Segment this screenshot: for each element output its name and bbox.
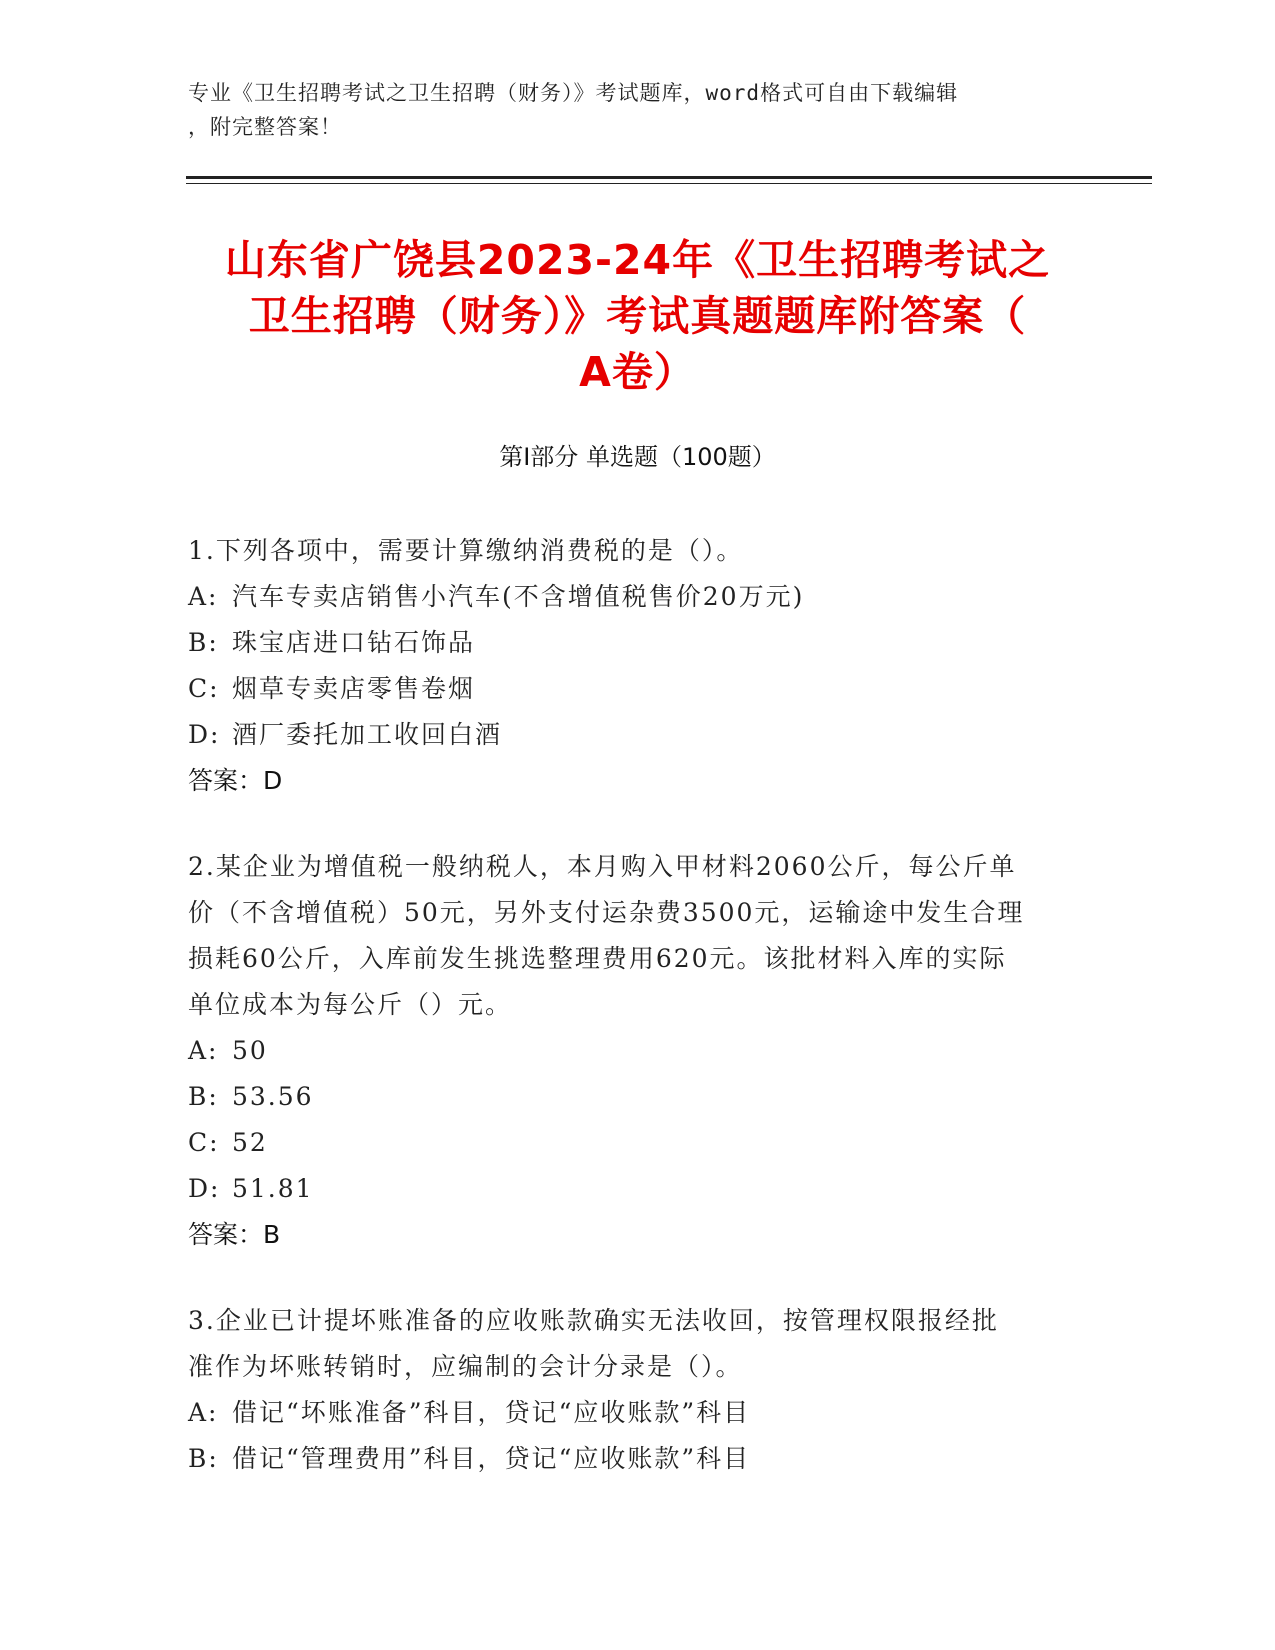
question-1 (188, 528, 1088, 804)
question-3-text-line-2: 准作为坏账转销时，应编制的会计分录是（）。 (188, 1352, 743, 1381)
option-text: 酒厂委托加工收回白酒 (232, 720, 503, 749)
question-3 (188, 1298, 1088, 1482)
question-3-text-line-1: 3.企业已计提坏账准备的应收账款确实无法收回，按管理权限报经批 (188, 1306, 999, 1335)
question-1-option-a (188, 574, 1088, 620)
document-title-line-1: 山东省广饶县2023-24年《卫生招聘考试之 (224, 236, 1051, 284)
option-letter: C: (188, 1128, 220, 1157)
question-2-option-c (188, 1120, 1088, 1166)
option-letter: B: (188, 1082, 219, 1111)
option-text: 汽车专卖店销售小汽车(不含增值税售价20万元) (232, 582, 805, 611)
option-text: 52 (232, 1128, 268, 1157)
question-1-text: 1.下列各项中，需要计算缴纳消费税的是（）。 (188, 536, 744, 565)
option-text: 50 (232, 1036, 268, 1065)
option-letter: A: (188, 1398, 219, 1427)
option-letter: C: (188, 674, 220, 703)
option-letter: D: (188, 1174, 221, 1203)
option-text: 珠宝店进口钻石饰品 (232, 628, 476, 657)
question-2-text-line-1: 2.某企业为增值税一般纳税人，本月购入甲材料2060公斤，每公斤单 (188, 852, 1017, 881)
question-2-option-a (188, 1028, 1088, 1074)
document-title-line-3: A卷） (579, 348, 696, 396)
question-list (188, 528, 1088, 1522)
document-title (160, 232, 1115, 400)
question-2-option-d (188, 1166, 1088, 1212)
header-note-line-1: 专业《卫生招聘考试之卫生招聘（财务）》考试题库，word格式可自由下载编辑 (188, 81, 959, 105)
question-2-text-line-4: 单位成本为每公斤（）元。 (188, 990, 513, 1019)
option-text: 51.81 (232, 1174, 314, 1203)
header-divider-thick (186, 176, 1152, 179)
question-1-answer: 答案：D (188, 766, 283, 795)
section-title: 第Ⅰ部分 单选题（100题） (499, 443, 776, 471)
option-letter: B: (188, 1444, 219, 1473)
question-2-answer: 答案：B (188, 1220, 281, 1249)
question-2-text-line-3: 损耗60公斤，入库前发生挑选整理费用620元。该批材料入库的实际 (188, 944, 1007, 973)
question-3-option-b (188, 1436, 1088, 1482)
question-1-option-b (188, 620, 1088, 666)
question-2-text-line-2: 价（不含增值税）50元，另外支付运杂费3500元，运输途中发生合理 (188, 898, 1025, 927)
option-letter: A: (188, 1036, 219, 1065)
option-text: 借记“坏账准备”科目，贷记“应收账款”科目 (232, 1398, 751, 1427)
option-text: 烟草专卖店零售卷烟 (232, 674, 476, 703)
header-note-line-2: ，附完整答案！ (188, 115, 342, 139)
option-letter: A: (188, 582, 219, 611)
option-letter: B: (188, 628, 219, 657)
option-text: 借记“管理费用”科目，贷记“应收账款”科目 (232, 1444, 751, 1473)
question-1-option-d (188, 712, 1088, 758)
header-note (188, 76, 1078, 144)
question-1-option-c (188, 666, 1088, 712)
question-3-option-a (188, 1390, 1088, 1436)
header-divider-thin (186, 183, 1152, 184)
question-2 (188, 844, 1088, 1258)
question-2-option-b (188, 1074, 1088, 1120)
option-text: 53.56 (232, 1082, 314, 1111)
option-letter: D: (188, 720, 221, 749)
document-title-line-2: 卫生招聘（财务）》考试真题题库附答案（ (248, 292, 1027, 340)
